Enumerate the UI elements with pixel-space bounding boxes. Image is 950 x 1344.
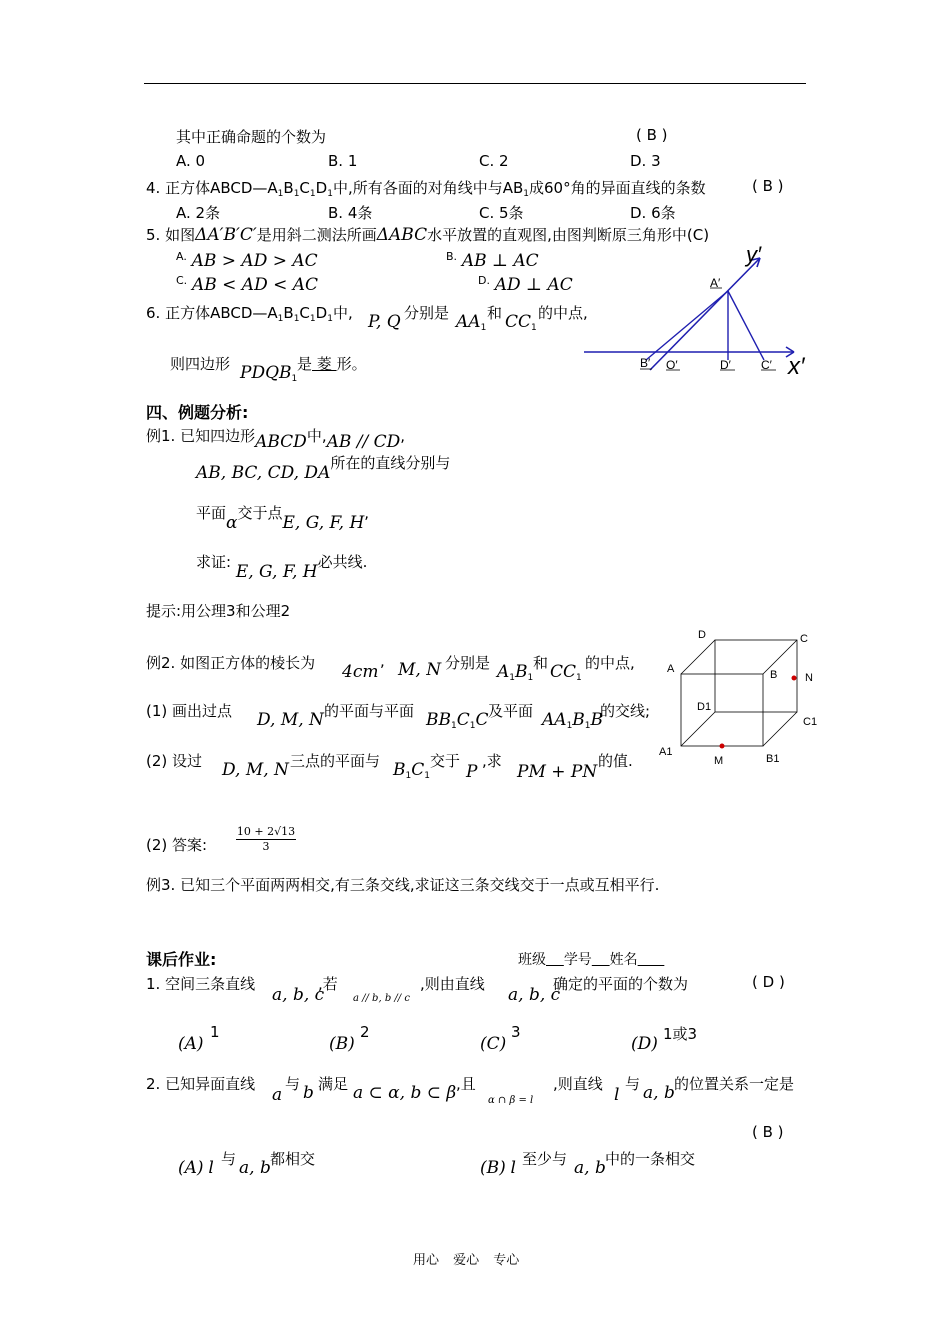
ex2-p2-p: P bbox=[466, 762, 478, 782]
hw1-value-d: 1或3 bbox=[663, 1025, 698, 1043]
oblique-figure bbox=[580, 240, 820, 380]
hw1-option-b: (B) bbox=[329, 1034, 355, 1054]
label-d: D′ bbox=[720, 358, 731, 372]
cube-label-m: M bbox=[714, 755, 724, 767]
q3-option-b: B. 1 bbox=[328, 152, 358, 170]
hw1-mid: ,则由直线 bbox=[420, 975, 485, 993]
hw1-abc2: a, b, c bbox=[508, 985, 561, 1005]
hw1-cond: a // b, b // c bbox=[353, 993, 410, 1004]
y-axis-line bbox=[650, 258, 760, 370]
hw2-cond: a ⊂ α, b ⊂ β bbox=[353, 1083, 457, 1103]
q6-end: 的中点, bbox=[538, 304, 588, 322]
cube-label-n: N bbox=[805, 672, 813, 684]
q3-option-c: C. 2 bbox=[479, 152, 509, 170]
hw1-value-a: 1 bbox=[210, 1023, 220, 1041]
cube-back-face bbox=[715, 640, 797, 712]
cube-label-d: D bbox=[698, 629, 706, 641]
ex2-p1-plane1: $BB_1C_1C$ bbox=[426, 710, 489, 731]
hw2-option-b: (B) l bbox=[480, 1158, 516, 1178]
hw2-mz: 满足 bbox=[318, 1075, 349, 1093]
q6-text: 6. 正方体$ABCD—A_1B_1C_1D_1$中, bbox=[146, 304, 353, 324]
cube-label-a: A bbox=[667, 663, 675, 675]
section-4-title: 四、例题分析: bbox=[146, 403, 249, 422]
hw2-a: a bbox=[272, 1085, 283, 1105]
ex1-line2: AB, BC, CD, DA所在的直线分别与 bbox=[196, 454, 451, 483]
hw2-option-a-text: 都相交 bbox=[270, 1150, 316, 1168]
hw2-yu2: 与 bbox=[625, 1075, 641, 1093]
ex2-p2-jy: 交于 bbox=[430, 752, 461, 770]
q4-option-a: A. 2条 bbox=[176, 204, 221, 222]
ex2-cc1: $CC_1$ bbox=[550, 662, 582, 683]
q6-line2: 则四边形 bbox=[170, 355, 231, 373]
label-x: x′ bbox=[788, 353, 805, 380]
hw1-abc: a, b, c bbox=[272, 985, 325, 1005]
ex2-he: 和 bbox=[533, 654, 549, 672]
q6-quad: $PDQB_1$ bbox=[240, 363, 298, 384]
cube-label-a1: A1 bbox=[659, 746, 673, 758]
hw2-yu: 与 bbox=[285, 1075, 301, 1093]
ex2-fb: 分别是 bbox=[445, 654, 491, 672]
q4-option-c: C. 5条 bbox=[479, 204, 524, 222]
ex2-a1b1: $A_1B_1$ bbox=[497, 662, 534, 683]
cube-label-c1: C1 bbox=[803, 716, 818, 728]
ex2-answer-fraction: 10 + 2√13 3 bbox=[236, 825, 296, 853]
ex2-p2-b1c1: $B_1C_1$ bbox=[393, 760, 430, 781]
q6-pq: P, Q bbox=[368, 312, 401, 332]
ex1-line4: 求证: E, G, F, H必共线. bbox=[196, 553, 368, 582]
hw2-option-a-ab: a, b bbox=[239, 1158, 271, 1178]
hw2-option-a-yu: 与 bbox=[221, 1150, 237, 1168]
q5-option-a: $^{A.}$ AB > AD > AC bbox=[176, 250, 318, 271]
ex2-mn: M, N bbox=[398, 660, 442, 680]
ex2-p2-dmn: D, M, N bbox=[222, 760, 289, 780]
ex2-end: 的中点, bbox=[585, 654, 635, 672]
q5-option-b: $^{B.}$ AB ⊥ AC bbox=[446, 250, 539, 271]
homework-title: 课后作业: bbox=[146, 950, 217, 969]
hw2-qie: ,且 bbox=[456, 1075, 476, 1093]
hw2-l: l bbox=[614, 1085, 620, 1105]
ex2-p1-pre: (1) 画出过点 bbox=[146, 702, 233, 720]
q3-option-d: D. 3 bbox=[630, 152, 661, 170]
ex1-line1: 例1. 已知四边形ABCD中,AB // CD, bbox=[146, 427, 406, 452]
q5-option-d: $^{D.}$ AD ⊥ AC bbox=[478, 274, 573, 295]
ex2-p1-ji: 及平面 bbox=[488, 702, 534, 720]
hw1-option-d: (D) bbox=[631, 1034, 658, 1054]
point-m bbox=[720, 744, 725, 749]
cube-label-b1: B1 bbox=[766, 753, 780, 765]
point-n bbox=[792, 676, 797, 681]
hw2-pre: 2. 已知异面直线 bbox=[146, 1075, 256, 1093]
q6-fenbieshi: 分别是 bbox=[404, 304, 450, 322]
hw1-answer: ( D ) bbox=[752, 973, 785, 991]
ex2-p1-end: 的交线; bbox=[600, 702, 651, 720]
hw2-answer: ( B ) bbox=[752, 1123, 784, 1141]
ex2-length: 4cm bbox=[342, 662, 379, 682]
q6-he: 和 bbox=[487, 304, 503, 322]
ex3-text: 例3. 已知三个平面两两相交,有三条交线,求证这三条交线交于一点或互相平行. bbox=[146, 876, 660, 894]
q6-cc1: $CC_1$ bbox=[505, 312, 537, 333]
hw1-ruo: ,若 bbox=[318, 975, 338, 993]
intro-answer: ( B ) bbox=[636, 126, 668, 144]
label-a: A′ bbox=[710, 276, 721, 290]
cube-label-c: C bbox=[800, 633, 808, 645]
hw2-end: 的位置关系一定是 bbox=[674, 1075, 795, 1093]
hw1-option-c: (C) bbox=[480, 1034, 507, 1054]
label-o: O′ bbox=[666, 358, 678, 372]
hw2-mid: ,则直线 bbox=[553, 1075, 603, 1093]
q5-option-c: $^{C.}$ AB < AD < AC bbox=[176, 274, 319, 295]
ex2-line1: 例2. 如图正方体的棱长为 bbox=[146, 654, 316, 672]
ex2-p1-mid: 的平面与平面 bbox=[324, 702, 415, 720]
ex2-p1-plane2: $AA_1B_1B$ bbox=[542, 710, 604, 731]
edge-ac bbox=[728, 291, 764, 360]
ex2-p2-pre: (2) 设过 bbox=[146, 752, 203, 770]
ex2-p1-dmn: D, M, N bbox=[257, 710, 324, 730]
hw1-value-c: 3 bbox=[511, 1023, 521, 1041]
hw2-option-b-text1: 至少与 bbox=[522, 1150, 568, 1168]
hw2-cap: α ∩ β = l bbox=[488, 1095, 534, 1106]
ex2-p2-mid: 三点的平面与 bbox=[290, 752, 381, 770]
q6-answer: 是 菱 形。 bbox=[297, 355, 367, 373]
hw1-end: 确定的平面的个数为 bbox=[553, 975, 689, 993]
q6-aa1: $AA_1$ bbox=[456, 312, 487, 333]
hw2-option-b-text2: 中的一条相交 bbox=[605, 1150, 696, 1168]
hw1-option-a: (A) bbox=[178, 1034, 204, 1054]
ex2-p2-sum: PM + PN bbox=[517, 762, 598, 782]
ex1-line3: 平面α交于点E, G, F, H, bbox=[196, 504, 370, 533]
cube-label-d1: D1 bbox=[697, 701, 712, 713]
hint-text: 提示:用公理3和公理2 bbox=[146, 602, 291, 620]
hw1-pre: 1. 空间三条直线 bbox=[146, 975, 256, 993]
ex2-p2-qiu: ,求 bbox=[482, 752, 502, 770]
cube-figure bbox=[655, 625, 825, 770]
q3-option-a: A. 0 bbox=[176, 152, 206, 170]
q5-text: 5. 如图ΔA′B′C′是用斜二测法所画ΔABC水平放置的直观图,由图判断原三角形中(C) bbox=[146, 225, 710, 245]
q4-text: 4. 正方体$ABCD—A_1B_1C_1D_1$中,所有各面的对角线中与$AB_1$成60°角的异面直线的条数 bbox=[146, 179, 706, 199]
ex2-answer-label: (2) 答案: bbox=[146, 836, 208, 854]
hw2-ab: a, b bbox=[643, 1083, 675, 1103]
cube-front-face bbox=[681, 674, 763, 746]
q4-option-d: D. 6条 bbox=[630, 204, 676, 222]
student-info: 班级 学号 姓名 bbox=[518, 952, 638, 968]
ex2-p2-end: 的值. bbox=[598, 752, 633, 770]
edge-ab bbox=[646, 291, 728, 360]
label-b: B′ bbox=[640, 356, 651, 370]
page-footer: 用心 爱心 专心 bbox=[413, 1253, 520, 1268]
header-rule bbox=[144, 83, 806, 84]
hw2-option-b-ab: a, b bbox=[574, 1158, 606, 1178]
cube-label-b: B bbox=[770, 669, 778, 681]
q4-option-b: B. 4条 bbox=[328, 204, 373, 222]
q4-answer: ( B ) bbox=[752, 177, 784, 195]
ex2-comma: , bbox=[380, 652, 385, 670]
hw2-option-a: (A) l bbox=[178, 1158, 214, 1178]
hw1-value-b: 2 bbox=[360, 1023, 370, 1041]
label-y: y′ bbox=[746, 242, 762, 267]
intro-text: 其中正确命题的个数为 bbox=[176, 128, 327, 146]
hw2-b: b bbox=[303, 1083, 314, 1103]
label-c: C′ bbox=[761, 358, 772, 372]
